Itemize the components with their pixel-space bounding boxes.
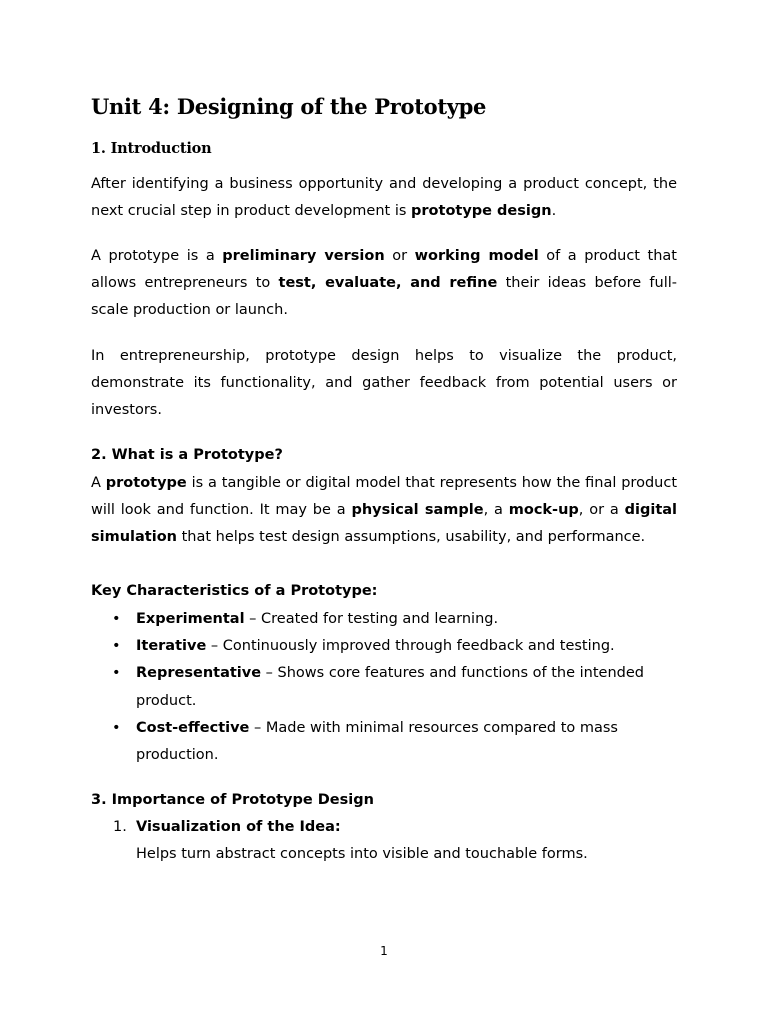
section-2-heading: 2. What is a Prototype? bbox=[91, 447, 283, 463]
text-run: is a tangible or digital model that represents how the final product will look and function. It may be a bbox=[91, 475, 677, 519]
section-3-heading: 3. Importance of Prototype Design bbox=[91, 792, 374, 808]
bullet-term: Experimental bbox=[136, 611, 245, 627]
bold-term: test, evaluate, and refine bbox=[278, 275, 498, 292]
section-1-heading: 1. Introduction bbox=[91, 140, 212, 157]
bullet-glyph: • bbox=[112, 611, 121, 627]
bold-term: mock-up bbox=[508, 502, 579, 519]
bullet-glyph: • bbox=[112, 719, 121, 736]
bold-term: physical sample bbox=[351, 502, 484, 519]
item-number: 1. bbox=[113, 819, 127, 835]
intro-paragraph-2 bbox=[91, 243, 677, 325]
bullet-glyph: • bbox=[112, 665, 121, 682]
bold-term: prototype bbox=[105, 475, 187, 491]
bullet-term: Iterative bbox=[136, 638, 207, 655]
text-run: . bbox=[551, 203, 557, 220]
list-item bbox=[91, 660, 677, 714]
bullet-text: – Made with minimal resources compared to mass production. bbox=[136, 719, 618, 764]
text-run: of a product that allows entrepreneurs to bbox=[91, 248, 677, 292]
bold-term: prototype design bbox=[411, 203, 552, 220]
list-item bbox=[91, 814, 677, 868]
bold-term: digital simulation bbox=[91, 502, 678, 546]
text-run: After identifying a business opportunity and developing a product concept, the next crucial step in product development is bbox=[91, 176, 677, 220]
text-run: their ideas before full-scale production or launch. bbox=[91, 275, 677, 319]
characteristics-list bbox=[91, 606, 677, 769]
bullet-text: – Created for testing and learning. bbox=[244, 611, 499, 627]
importance-list bbox=[91, 814, 677, 868]
intro-paragraph-1 bbox=[91, 171, 677, 225]
bold-term: preliminary version bbox=[222, 248, 385, 264]
list-item bbox=[91, 715, 677, 769]
bullet-text: – Continuously improved through feedback and testing. bbox=[206, 638, 615, 655]
bullet-term: Representative bbox=[136, 665, 262, 682]
document-title: Unit 4: Designing of the Prototype bbox=[91, 94, 487, 119]
prototype-definition-paragraph bbox=[91, 470, 677, 552]
text-run: that helps test design assumptions, usability, and performance. bbox=[176, 529, 646, 546]
list-item bbox=[91, 633, 677, 660]
text-run: , or a bbox=[578, 502, 625, 519]
bold-term: working model bbox=[414, 248, 539, 264]
item-term: Visualization of the Idea: bbox=[136, 819, 341, 835]
text-run: A prototype is a bbox=[91, 248, 223, 264]
key-characteristics-heading: Key Characteristics of a Prototype: bbox=[91, 583, 378, 599]
text-run: A bbox=[91, 475, 106, 491]
intro-paragraph-3: In entrepreneurship, prototype design helps to visualize the product, demonstrate its functionality, and gather feedback from potential users or investors. bbox=[91, 348, 677, 419]
text-run: or bbox=[384, 248, 415, 264]
list-item bbox=[91, 606, 677, 633]
bullet-term: Cost-effective bbox=[136, 719, 250, 736]
bullet-glyph: • bbox=[112, 638, 121, 655]
page-number: 1 bbox=[380, 944, 388, 958]
text-run: , a bbox=[483, 502, 509, 519]
item-description: Helps turn abstract concepts into visible and touchable forms. bbox=[136, 846, 588, 863]
bullet-text: – Shows core features and functions of the intended product. bbox=[136, 665, 644, 709]
